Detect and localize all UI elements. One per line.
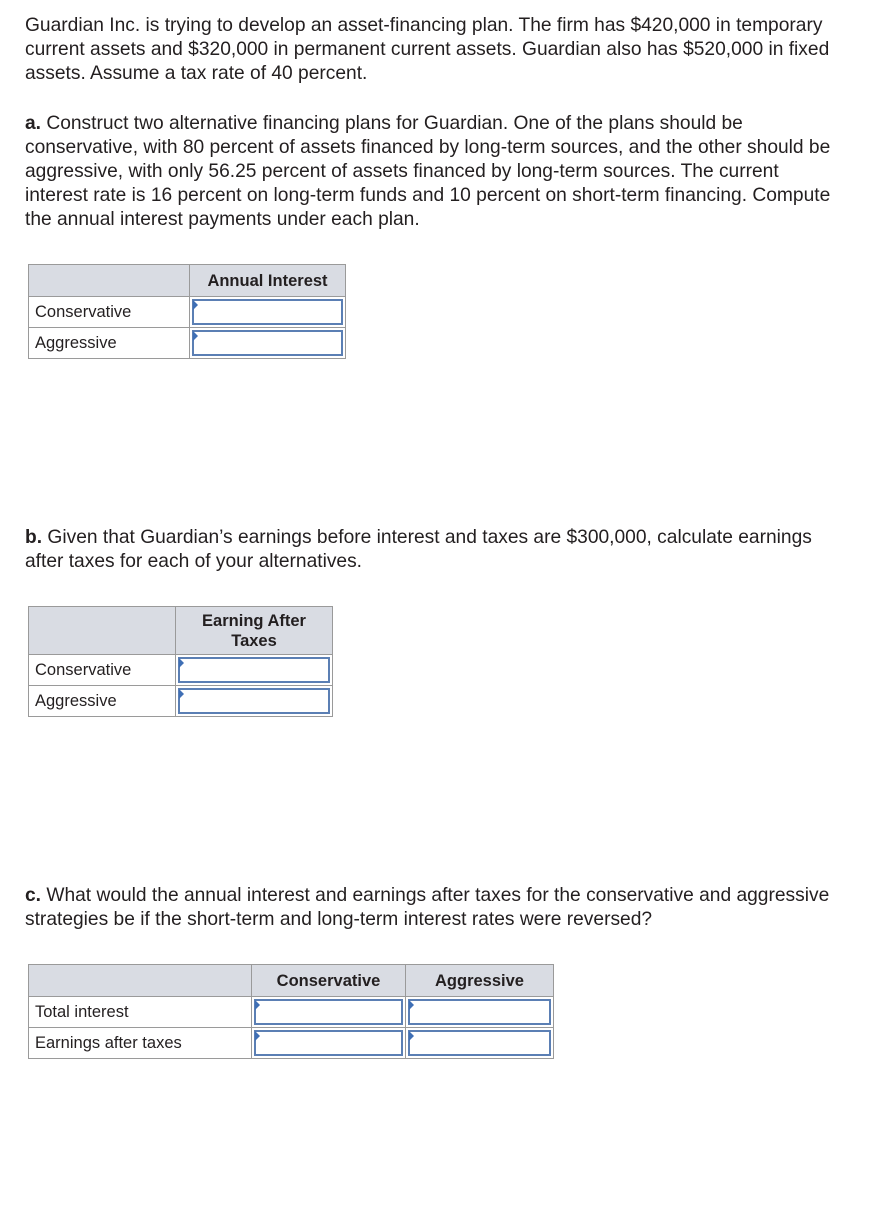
table-corner (29, 965, 252, 997)
reversed-rates-table (28, 964, 554, 1059)
problem-intro: Guardian Inc. is trying to develop an asset-financing plan. The firm has $420,000 in temporary current assets and $320,000 in permanent current assets. Guardian also has $520,000 in fixed assets. Assume a tax rate of 40 percent. (25, 15, 830, 84)
row-label-conservative: Conservative (29, 655, 176, 686)
earning-after-taxes-header (176, 607, 333, 655)
aggressive-header: Aggressive (406, 965, 554, 997)
part-b-question (25, 526, 845, 574)
table-corner (29, 607, 176, 655)
part-b-label: b. (25, 527, 43, 548)
earnings-after-taxes-table (28, 606, 333, 717)
part-c-question (25, 884, 845, 932)
part-c-label: c. (25, 885, 42, 906)
conservative-total-interest-input[interactable] (256, 1001, 401, 1023)
conservative-earnings-after-taxes-input[interactable] (180, 659, 328, 681)
aggressive-total-interest-input[interactable] (410, 1001, 549, 1023)
conservative-annual-interest-input[interactable] (194, 301, 341, 323)
aggressive-eat-answer-box (178, 688, 330, 714)
table-corner (29, 265, 190, 297)
annual-interest-table (28, 264, 346, 359)
table-row (29, 328, 346, 359)
row-label-aggressive: Aggressive (29, 686, 176, 717)
part-a-question (25, 112, 845, 232)
row-label-total-interest: Total interest (29, 997, 252, 1028)
conservative-header: Conservative (252, 965, 406, 997)
aggressive-earnings-after-taxes-input[interactable] (180, 690, 328, 712)
header-line: Taxes (231, 631, 277, 650)
aggressive-annual-interest-input[interactable] (194, 332, 341, 354)
table-row (29, 1028, 554, 1059)
part-b-text: Given that Guardian’s earnings before interest and taxes are $300,000, calculate earnings after taxes for each of your alternatives. (25, 527, 812, 572)
table-row (29, 997, 554, 1028)
header-line: Earning After (202, 611, 306, 630)
conservative-earnings-after-taxes-reversed-input[interactable] (256, 1032, 401, 1054)
row-label-earnings-after-taxes: Earnings after taxes (29, 1028, 252, 1059)
part-a-label: a. (25, 113, 42, 134)
annual-interest-header: Annual Interest (190, 265, 346, 297)
row-label-aggressive: Aggressive (29, 328, 190, 359)
table-row (29, 686, 333, 717)
row-label-conservative: Conservative (29, 297, 190, 328)
aggressive-eat-reversed-answer-box (408, 1030, 551, 1056)
table-row (29, 297, 346, 328)
part-c-text: What would the annual interest and earnings after taxes for the conservative and aggressive strategies be if the short-term and long-term interest rates were reversed? (25, 885, 830, 930)
part-a-text: Construct two alternative financing plans for Guardian. One of the plans should be conservative, with 80 percent of assets financed by long-term sources, and the other should be aggressive, with only 56.25 percent of assets financed by long-term sources. The current interest rate is 16 percent on long-term funds and 10 percent on short-term financing. Compute the annual interest payments under each plan. (25, 113, 831, 230)
aggressive-total-interest-answer-box (408, 999, 551, 1025)
conservative-interest-answer-box (192, 299, 343, 325)
conservative-eat-answer-box (178, 657, 330, 683)
aggressive-interest-answer-box (192, 330, 343, 356)
aggressive-earnings-after-taxes-reversed-input[interactable] (410, 1032, 549, 1054)
table-row (29, 655, 333, 686)
conservative-total-interest-answer-box (254, 999, 403, 1025)
conservative-eat-reversed-answer-box (254, 1030, 403, 1056)
